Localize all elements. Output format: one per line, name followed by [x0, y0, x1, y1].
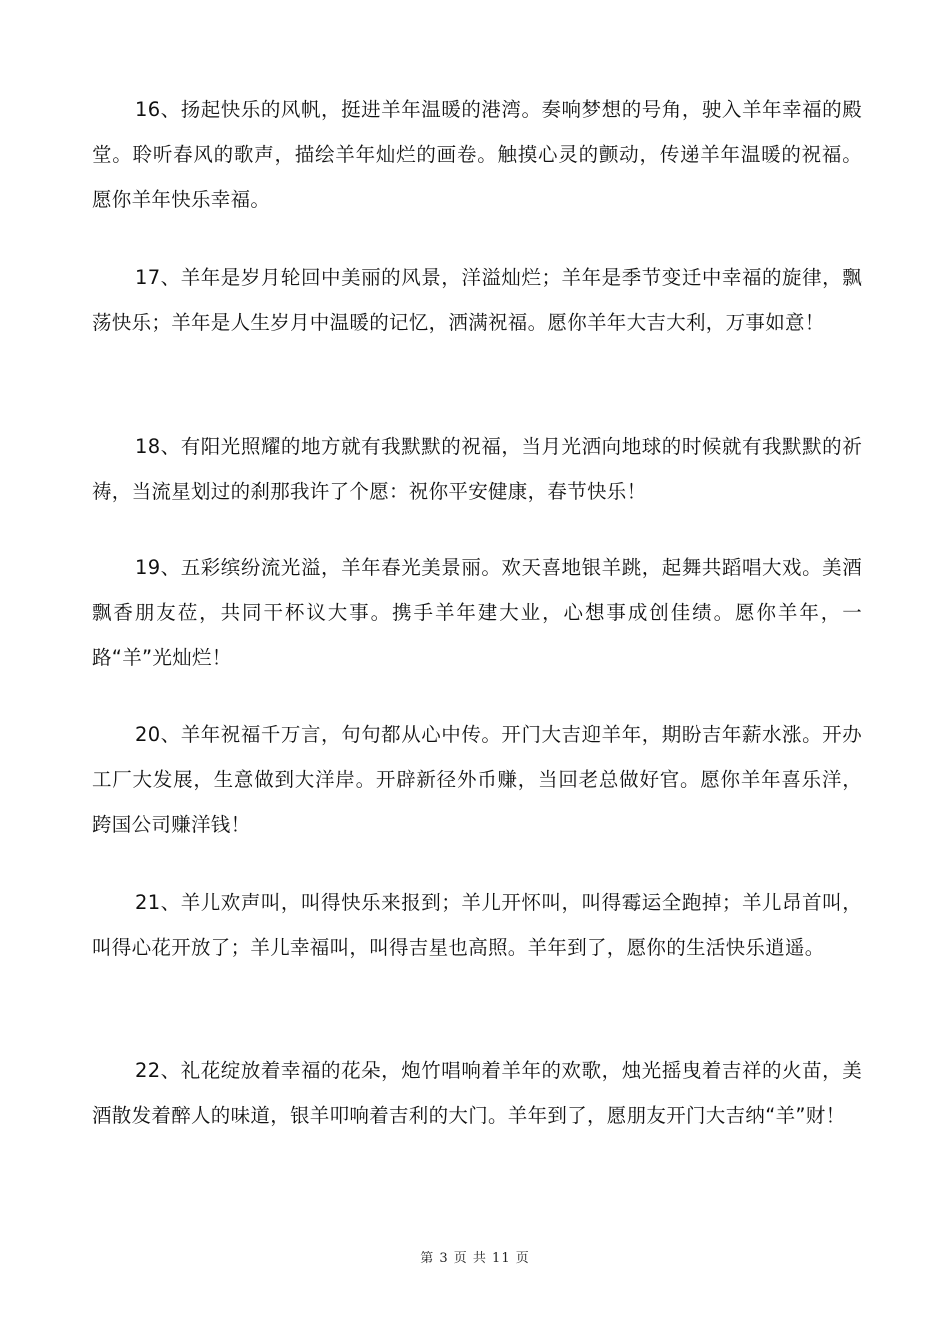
paragraph-19: 19、五彩缤纷流光溢，羊年春光美景丽。欢天喜地银羊跳，起舞共蹈唱大戏。美酒飘香朋友莅，共同干杯议大事。携手羊年建大业，心想事成创佳绩。愿你羊年，一路“羊”光灿烂！	[92, 556, 862, 669]
paragraph-21: 21、羊儿欢声叫，叫得快乐来报到；羊儿开怀叫，叫得霉运全跑掉；羊儿昂首叫，叫得心花开放了；羊儿幸福叫，叫得吉星也高照。羊年到了，愿你的生活快乐逍遥。	[92, 891, 862, 959]
paragraph-17: 17、羊年是岁月轮回中美丽的风景，洋溢灿烂；羊年是季节变迁中幸福的旋律，飘荡快乐；羊年是人生岁月中温暖的记忆，洒满祝福。愿你羊年大吉大利，万事如意！	[92, 266, 862, 334]
paragraph-20: 20、羊年祝福千万言，句句都从心中传。开门大吉迎羊年，期盼吉年薪水涨。开办工厂大发展，生意做到大洋岸。开辟新径外币赚，当回老总做好官。愿你羊年喜乐洋，跨国公司赚洋钱！	[92, 723, 862, 836]
paragraph-18: 18、有阳光照耀的地方就有我默默的祝福，当月光洒向地球的时候就有我默默的祈祷，当流星划过的刹那我许了个愿：祝你平安健康，春节快乐！	[92, 435, 862, 503]
paragraph-22: 22、礼花绽放着幸福的花朵，炮竹唱响着羊年的欢歌，烛光摇曳着吉祥的火苗，美酒散发着醉人的味道，银羊叩响着吉利的大门。羊年到了，愿朋友开门大吉纳“羊”财！	[92, 1059, 862, 1127]
page-number-footer: 第 3 页 共 11 页	[420, 1251, 530, 1266]
paragraph-16: 16、扬起快乐的风帆，挺进羊年温暖的港湾。奏响梦想的号角，驶入羊年幸福的殿堂。聆听春风的歌声，描绘羊年灿烂的画卷。触摸心灵的颤动，传递羊年温暖的祝福。愿你羊年快乐幸福。	[92, 98, 862, 211]
